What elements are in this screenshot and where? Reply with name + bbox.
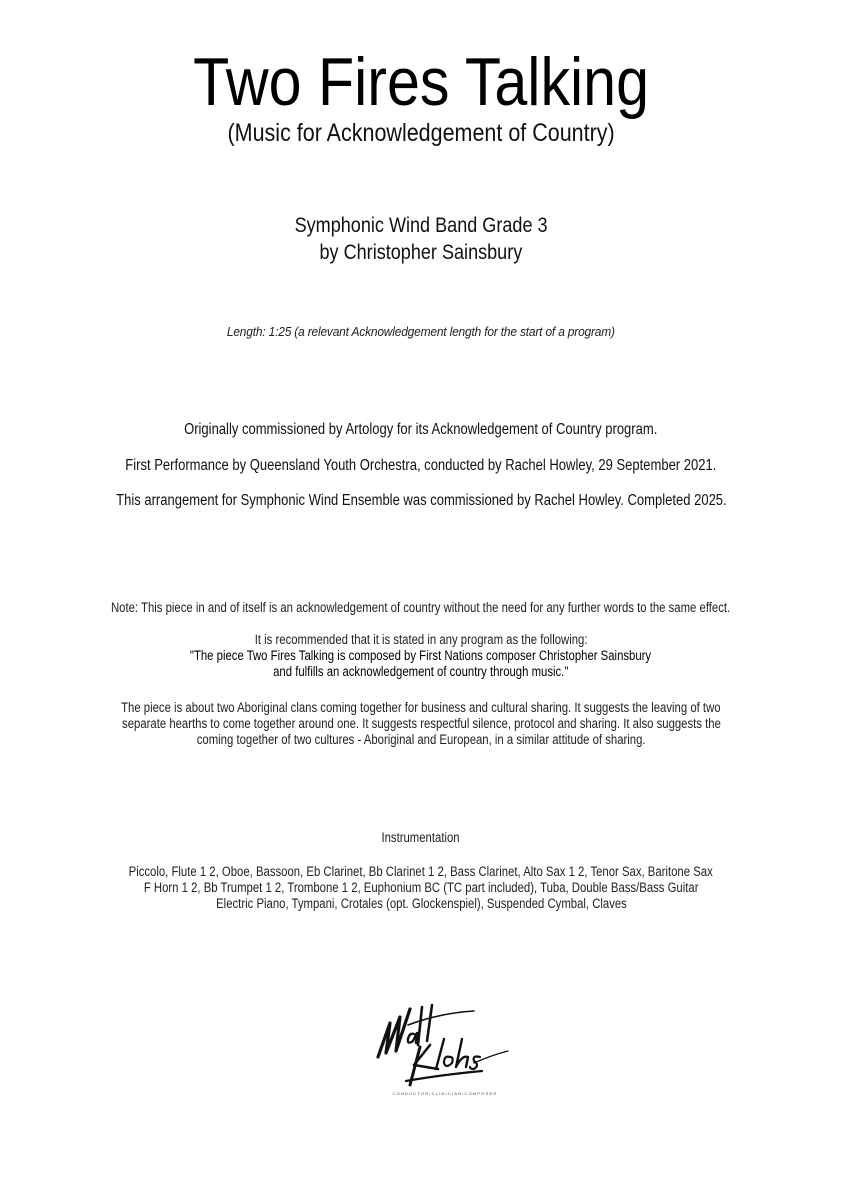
ensemble-grade: Symphonic Wind Band Grade 3 bbox=[294, 214, 548, 237]
logo-tagline: CONDUCTOR/CLINICIAN/COMPOSER bbox=[392, 1091, 498, 1096]
signature-logo bbox=[370, 995, 520, 1105]
score-subtitle: (Music for Acknowledgement of Country) bbox=[227, 119, 615, 147]
instrumentation-line: Piccolo, Flute 1 2, Oboe, Bassoon, Eb Clarinet, Bb Clarinet 1 2, Bass Clarinet, Alto Sax 1 2, Tenor Sax, Baritone Sax bbox=[128, 864, 714, 879]
recommendation-intro: It is recommended that it is stated in any program as the following: bbox=[254, 632, 588, 647]
instrumentation-line: F Horn 1 2, Bb Trumpet 1 2, Trombone 1 2, Euphonium BC (TC part included), Tuba, Double Bass/Bass Guitar bbox=[143, 880, 699, 895]
recommendation-quote-line: "The piece Two Fires Talking is composed by First Nations composer Christopher Sainsbury bbox=[190, 648, 652, 663]
about-line: separate hearths to come together around one. It suggests respectful silence, protocol and sharing. It also suggests the bbox=[121, 716, 721, 731]
about-line: The piece is about two Aboriginal clans coming together for business and cultural sharing. It suggests the leaving of two bbox=[121, 700, 721, 715]
about-line: coming together of two cultures - Aboriginal and European, in a similar attitude of sharing. bbox=[196, 732, 646, 747]
commission-info: Originally commissioned by Artology for its Acknowledgement of Country program. bbox=[184, 421, 658, 438]
arrangement-info: This arrangement for Symphonic Wind Ensemble was commissioned by Rachel Howley. Completed 2025. bbox=[115, 492, 727, 509]
composer-byline: by Christopher Sainsbury bbox=[319, 241, 523, 264]
instrumentation-heading: Instrumentation bbox=[381, 830, 461, 845]
instrumentation-line: Electric Piano, Tympani, Crotales (opt. Glockenspiel), Suspended Cymbal, Claves bbox=[215, 896, 627, 911]
score-title: Two Fires Talking bbox=[193, 44, 649, 120]
acknowledgement-note: Note: This piece in and of itself is an acknowledgement of country without the need for any further words to the same effect. bbox=[111, 600, 731, 615]
signature-logo-mark bbox=[370, 995, 520, 1091]
recommendation-quote-line: and fulfills an acknowledgement of country through music." bbox=[273, 664, 569, 679]
length-note: Length: 1:25 (a relevant Acknowledgement length for the start of a program) bbox=[227, 324, 615, 339]
first-performance-info: First Performance by Queensland Youth Orchestra, conducted by Rachel Howley, 29 September 2021. bbox=[125, 457, 717, 474]
